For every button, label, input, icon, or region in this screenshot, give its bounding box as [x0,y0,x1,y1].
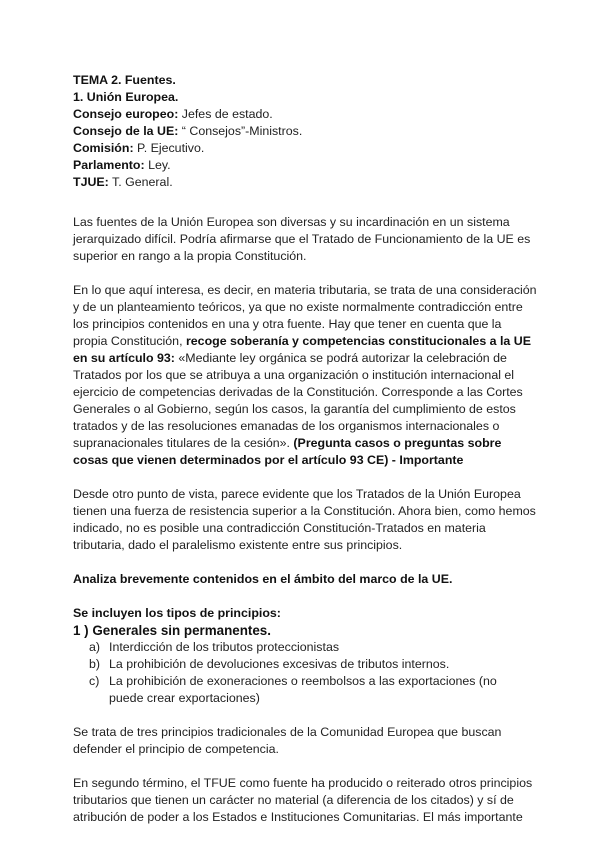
bold-run: cosas que vienen determinados por el artículo 93 CE) - Importante [73,453,464,467]
def-row [73,157,533,174]
text-line: Se trata de tres principios tradicionales de la Comunidad Europea que buscan [73,725,502,739]
text-line [73,350,533,367]
bold-run: en su artículo 93: [73,351,175,365]
text-line: En lo que aquí interesa, es decir, en materia tributaria, se trata de una consideración [73,283,537,297]
text-run: propia Constitución, [73,334,186,348]
list-item [89,656,533,673]
bold-run: (Pregunta casos o preguntas sobre [293,436,502,450]
def-row [73,123,533,140]
def-row [73,106,533,123]
paragraph-articulo-93 [73,282,537,469]
text-line: tienen una fuerza de resistencia superior a la Constitución. Ahora bien, como hemos [73,504,536,518]
text-line: Generales o al Gobierno, según los casos, la garantía del cumplimiento de estos [73,402,516,416]
def-label: TJUE: [73,175,109,189]
def-label: Consejo europeo: [73,107,179,121]
principios-subtitle: 1 ) Generales sin permanentes. [73,623,271,638]
text-line [73,333,533,350]
principios-title: Se incluyen los tipos de principios: [73,606,281,620]
text-line: Las fuentes de la Unión Europea son diversas y su incardinación en un sistema [73,215,510,229]
paragraph-tradicionales [73,724,533,758]
list-marker: a) [89,640,101,654]
def-value: “ Consejos”-Ministros. [181,124,303,138]
def-value: T. General. [112,175,173,189]
list-item-text: Interdicción de los tributos proteccionistas [109,640,340,654]
analiza-heading [73,571,533,588]
analiza-text: Analiza brevemente contenidos en el ámbito del marco de la UE. [73,572,453,586]
paragraph-fuentes [73,214,533,265]
text-line: tributaria, dado el paralelismo existente entre sus principios. [73,538,403,552]
text-line: los principios contenidos en una y otra fuente. Hay que tener en cuenta que la [73,317,502,331]
list-item-text: La prohibición de exoneraciones o reembolsos a las exportaciones (no puede crear exportaciones) [109,674,497,705]
text-line [73,452,533,469]
def-value: Jefes de estado. [181,107,273,121]
def-value: P. Ejecutivo. [137,141,205,155]
text-line [73,435,533,452]
text-line: tratados y de las resoluciones emanadas de los organismos internacionales o [73,419,500,433]
text-run: supranacionales titulares de la cesión». [73,436,294,450]
list-marker: b) [89,657,101,671]
principios-block [73,605,533,707]
section-title [73,89,533,106]
list-item-text: La prohibición de devoluciones excesivas de tributos internos. [109,657,450,671]
text-line: En segundo término, el TFUE como fuente ha producido o reiterado otros principios [73,776,533,790]
text-line: Tratados por los que se atribuya a una organización o institución internacional el [73,368,515,382]
def-label: Consejo de la UE: [73,124,179,138]
text-line: Desde otro punto de vista, parece evidente que los Tratados de la Unión Europea [73,487,521,501]
header-block [73,72,533,191]
text-line: jerarquizado difícil. Podría afirmarse que el Tratado de Funcionamiento de la UE es [73,232,531,246]
def-value: Ley. [148,158,171,172]
def-label: Parlamento: [73,158,145,172]
tema-title-text: TEMA 2. Fuentes. [73,73,176,87]
list-item [89,639,533,656]
text-line: indicado, no es posible una contradicción Constitución-Tratados en materia [73,521,486,535]
def-row [73,174,533,191]
text-line: atribución de poder a los Estados e Instituciones Comunitarias. El más importante [73,810,523,824]
text-line: tributarios que tienen un carácter no material (a diferencia de los citados) y sí de [73,793,514,807]
text-run: «Mediante ley orgánica se podrá autorizar la celebración de [174,351,507,365]
paragraph-tratados [73,486,536,554]
def-row [73,140,533,157]
principios-list [73,639,533,707]
list-item [89,673,533,707]
list-marker: c) [89,674,100,688]
text-line: y de un planteamiento teóricos, ya que no existe normalmente contradicción entre [73,300,523,314]
bold-run: recoge soberanía y competencias constitucionales a la UE [185,334,531,348]
text-line: superior en rango a la propia Constitución. [73,249,307,263]
paragraph-segundo-termino [73,775,533,826]
tema-title [73,72,533,89]
text-line: defender el principio de competencia. [73,742,279,756]
document-page [73,72,537,843]
def-label: Comisión: [73,141,134,155]
section-title-text: 1. Unión Europea. [73,90,179,104]
text-line: ejercicio de competencias derivadas de la Constitución. Corresponde a las Cortes [73,385,523,399]
